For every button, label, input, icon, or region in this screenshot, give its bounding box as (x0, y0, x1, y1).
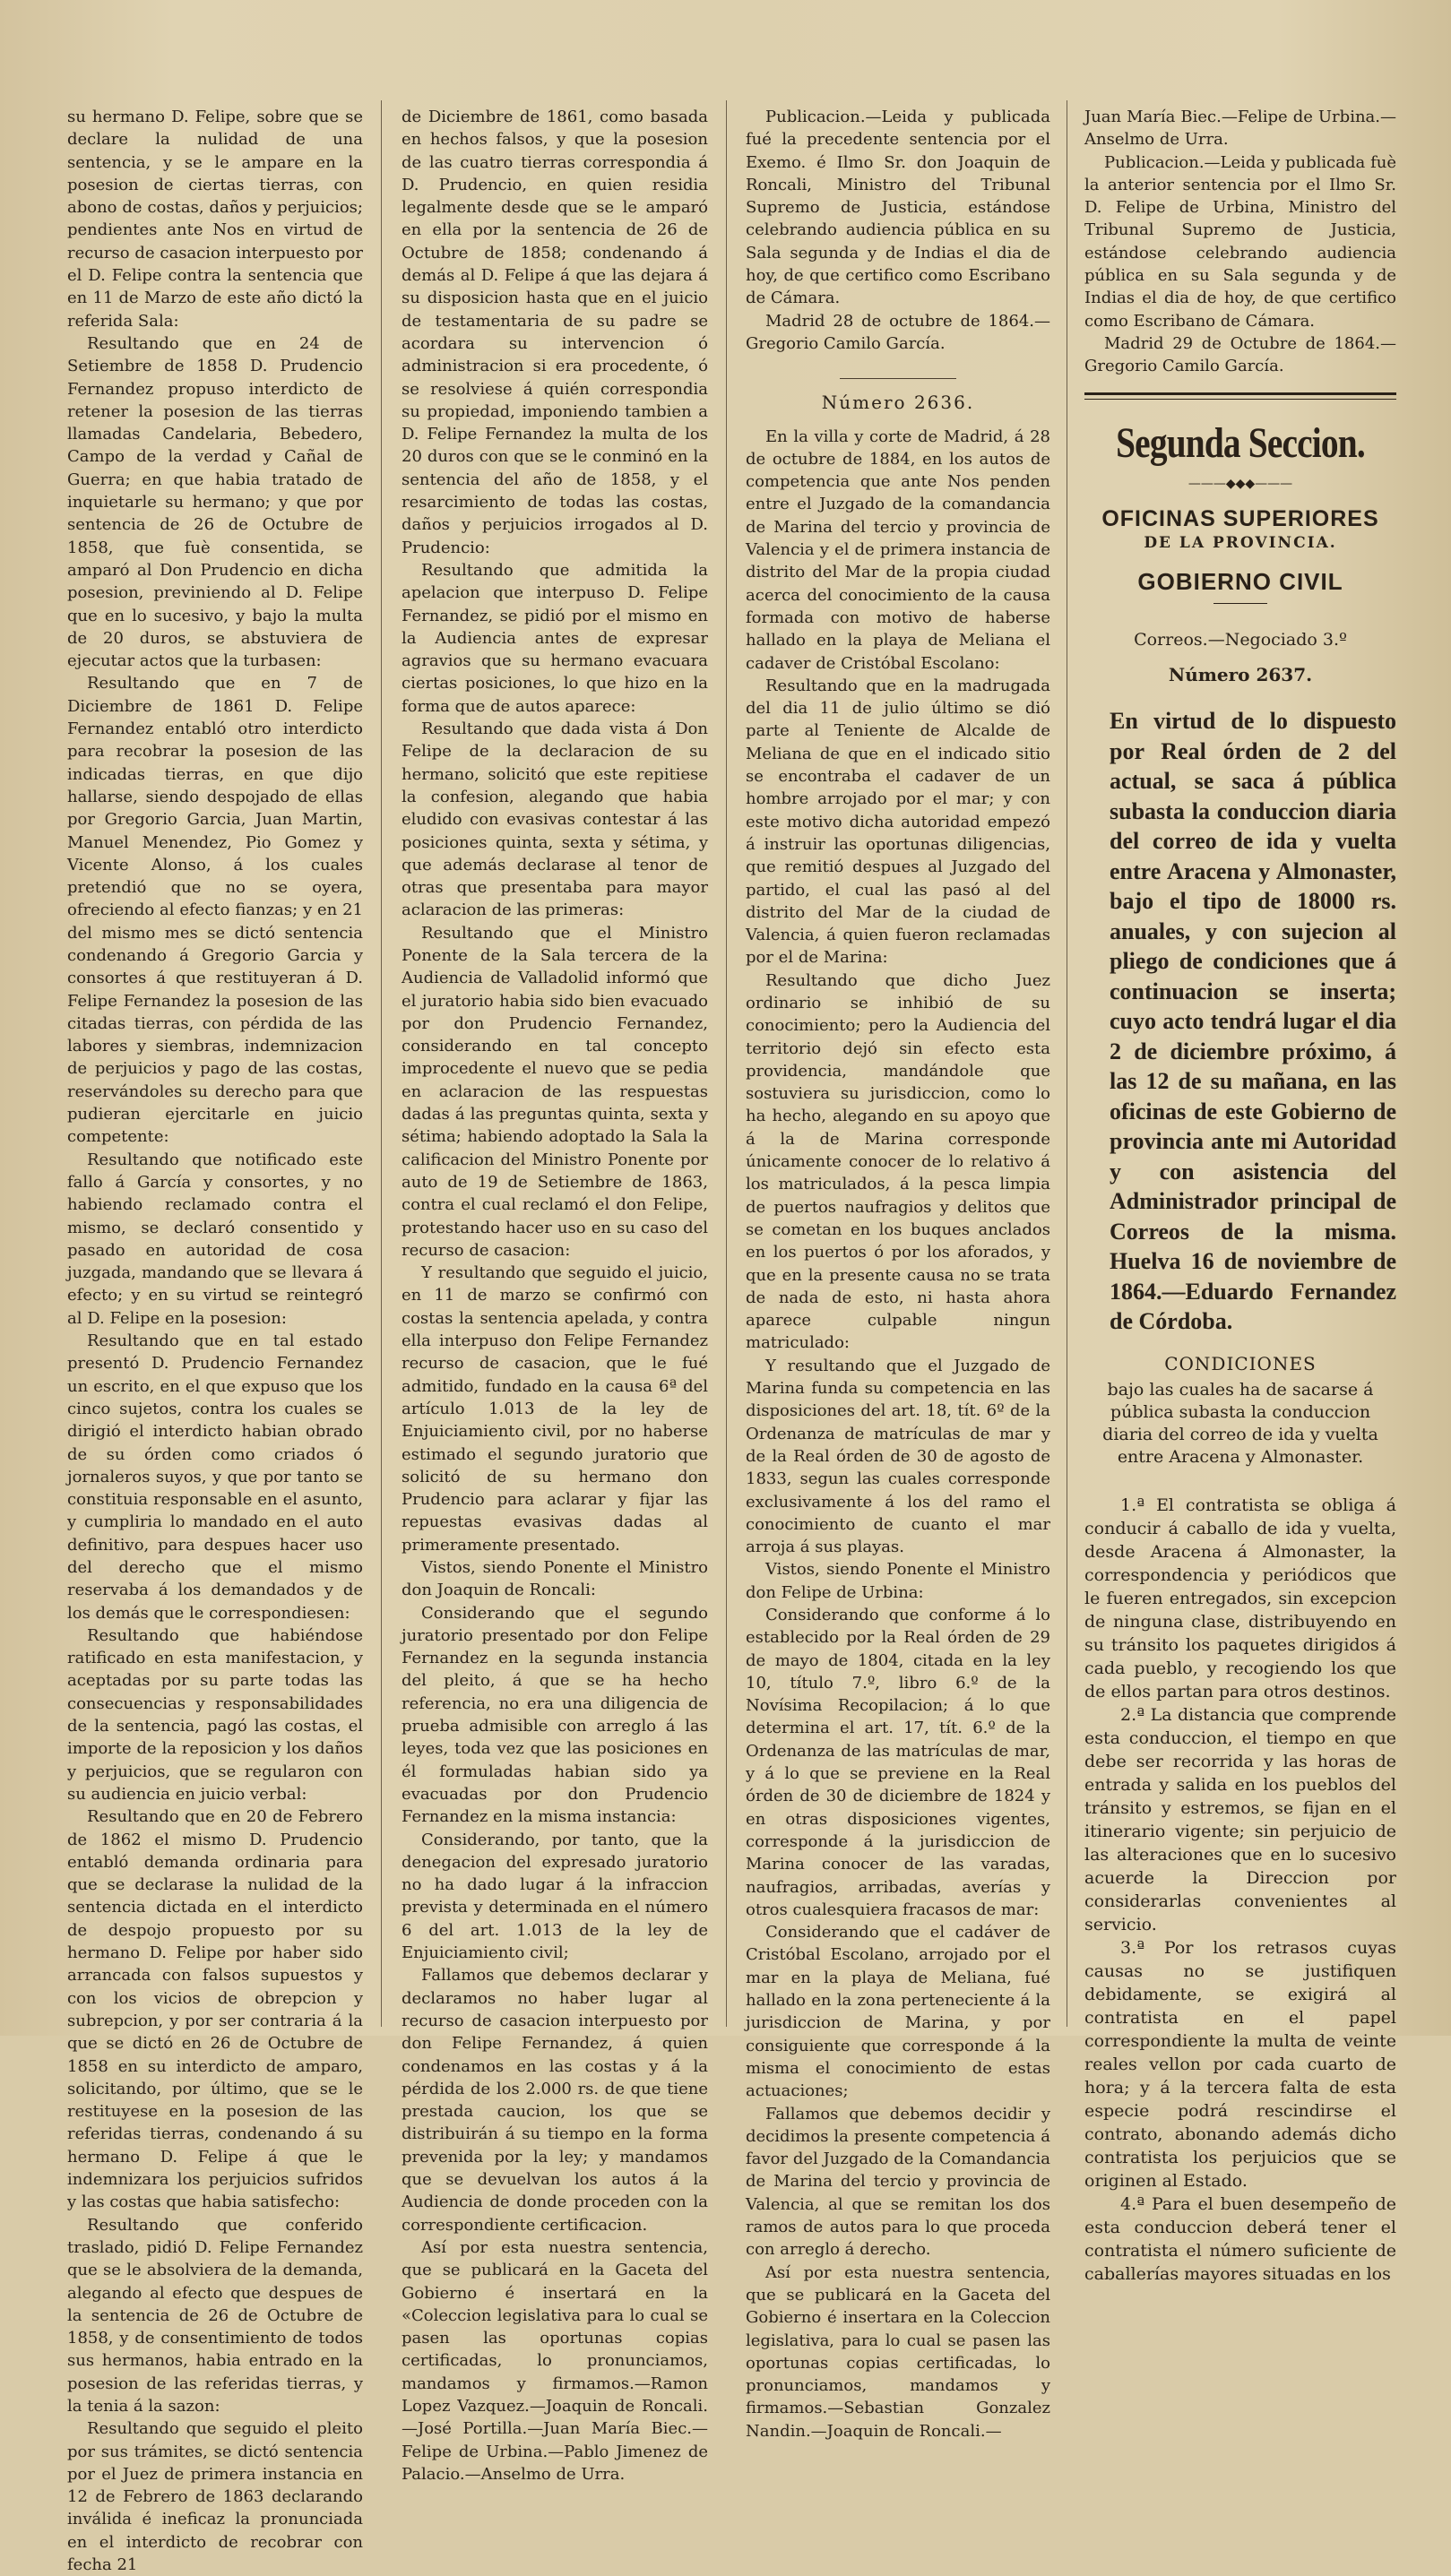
paragraph: Resultando que en tal estado presentó D. Prudencio Fernandez un escrito, en el que expuso que los cinco sujetos, contra los cuales se dirigió el interdicto habian obrado de su órden como criados ó jornaleros suyos, y que por tanto se constituia responsable en el asunto, y cumpliria lo mandado en el auto definitivo, para despues hacer uso del derecho que el mismo reservaba á los demandados y de los demás que le correspondiesen: (67, 1331, 363, 1623)
paragraph: Publicacion.—Leida y publicada fué la precedente sentencia por el Exemo. é Ilmo Sr. don Joaquin de Roncali, Ministro del Tribunal Supremo de Justicia, estándose celebrando audiencia pública en su Sala segunda y de Indias el dia de hoy, de que certifico como Escribano de Cámara. (746, 108, 1050, 308)
short-divider (1213, 603, 1267, 604)
column-4 (1084, 106, 1396, 2285)
paragraph: Resultando que en 20 de Febrero de 1862 el mismo D. Prudencio entabló demanda ordinaria para que se declarase la nulidad de la sentencia dictada en el interdicto de despojo propuesto por su hermano D. Felipe por haber sido arrancada con falsos supuestos y con los vicios de obrepcion y subrepcion, y por ser contraria á la que se dictó en 26 de Octubre de 1858 en su interdicto de amparo, solicitando, por último, que se le restituyese en la posesion de las referidas tierras, condenando á su hermano D. Felipe á que le indemnizara los perjuicios sufridos y las costas que habia satisfecho: (67, 1807, 363, 2212)
ornament-divider: ———◆◆◆——— (1188, 476, 1293, 491)
paragraph: Considerando que el segundo juratorio presentado por don Felipe Fernandez en la segunda instancia del pleito, á que se ha hecho referencia, no era una diligencia de prueba admisible con arreglo á las leyes, toda vez que las posiciones en él formuladas habian sido ya evacuadas por don Prudencio Fernandez en la misma instancia: (402, 1603, 708, 1827)
paragraph: Resultando que habiéndose ratificado en esta manifestacion, y aceptadas por su parte todas las consecuencias y responsabilidades de la sentencia, pagó las costas, el importe de la reposicion y los daños y perjuicios, que se regularon con su audiencia en juicio verbal: (67, 1625, 363, 1804)
condicion-item: 2.ª La distancia que comprende esta conduccion, el tiempo en que debe ser recorrida y las horas de entrada y salida en los pueblos del tránsito y estremos, se fijan en el itinerario vigente; sin perjuicio de las alteraciones que en lo sucesivo acuerde la Direccion por considerarlas convenientes al servicio. (1084, 1705, 1396, 1935)
paragraph: Considerando que conforme á lo establecido por la Real órden de 29 de mayo de 1804, citada en la ley 10, título 7.º, libro 6.º de la Novísima Recopilacion; á lo que determina el art. 17, tít. 6.º de la Ordenanza de las matrículas de mar, y á lo que se previene en la Real órden de 30 de diciembre de 1824 y en otras disposiciones vigentes, corresponde á la jurisdiccion de Marina conocer de las varadas, naufragios, arribadas, averías y otros cualesquiera fracasos de mar: (746, 1606, 1050, 1919)
paragraph: Resultando que en la madrugada del dia 11 de julio último se dió parte al Teniente de Alcalde de Meliana de que en el indicado sitio se encontraba el cadaver de un hombre arrojado por el mar; y con este motivo dicha autoridad empezó á instruir las oportunas diligencias, que remitió despues al Juzgado del partido, el cual las pasó al del distrito del Mar de la ciudad de Valencia, á quien fueron reclamadas por el de Marina: (746, 676, 1050, 968)
condicion-item: 4.ª Para el buen desempeño de esta conduccion deberá tener el contratista el número suficiente de caballerías mayores situadas en los (1084, 2194, 1396, 2285)
condicion-item: 1.ª El contratista se obliga á conducir á caballo de ida y vuelta, desde Aracena á Almonaster, la correspondencia y periódicos que le fueren entregados, sin excepcion de ninguna clase, distribuyendo en su tránsito los paquetes dirigidos á cada pueblo, y recogiendo los que de ellos partan para otros destinos. (1084, 1495, 1396, 1702)
paragraph: de Diciembre de 1861, como basada en hechos falsos, y que la posesion de las cuatro tierras correspondia á D. Prudencio, en quien residia legalmente desde que se le amparó en ella por la sentencia de 26 de Octubre de 1858; condenando á demás al D. Felipe á que las dejara á su disposicion hasta que en el juicio de testamentaria de su padre se acordara su intervencion ó administracion si era procedente, ó se resolviese á quién correspondia su propiedad, imponiendo tambien a D. Felipe Fernandez la multa de los 20 duros con que se le conminó en la sentencia del año de 1858, y el resarcimiento de todas las costas, daños y perjuicios irrogados al D. Prudencio: (402, 108, 708, 557)
numero-heading: Número 2637. (1168, 664, 1313, 686)
paragraph: Resultando que conferido traslado, pidió D. Felipe Fernandez que se le absolviera de la demanda, alegando al efecto que despues de la sentencia de 26 de Octubre de 1858, y de consentimiento de todos sus hermanos, habia entrado en la posesion de las referidas tierras, y la tenia á la sazon: (67, 2215, 363, 2416)
paragraph: Juan María Biec.—Felipe de Urbina.—Anselmo de Urra. (1084, 108, 1396, 150)
column-2 (402, 106, 708, 2484)
correos-line: Correos.—Negociado 3.º (1134, 629, 1347, 650)
paragraph: Vistos, siendo Ponente el Ministro don Felipe de Urbina: (746, 1560, 1050, 1602)
paragraph: su hermano D. Felipe, sobre que se declare la nulidad de una sentencia, y se le ampare en la posesion de ciertas tierras, con abono de costas, daños y perjuicios; pendientes ante Nos en virtud de recurso de casacion interpuesto por el D. Felipe contra la sentencia que en 11 de Marzo de este año dictó la referida Sala: (67, 108, 363, 331)
paragraph: Así por esta nuestra sentencia, que se publicará en la Gaceta del Gobierno é insertara en la Coleccion legislativa, para lo cual se pasen las oportunas copias certificadas, lo pronunciamos, mandamos y firmamos.—Sebastian Gonzalez Nandin.—Joaquin de Roncali.— (746, 2262, 1050, 2441)
paragraph: Resultando que en 24 de Setiembre de 1858 D. Prudencio Fernandez propuso interdicto de retener la posesion de las tierras llamadas Candelaria, Bebedero, Campo de la verdad y Cañal de Guerra; en que habia tratado de inquietarle su hermano; y que por sentencia de 26 de Octubre de 1858, que fuè consentida, se amparó al Don Prudencio en dicha posesion, previniendo al D. Felipe que en lo sucesivo, y bajo la multa de 20 duros, se abstuviera de ejecutar actos que la turbasen: (67, 333, 363, 671)
column-3 (746, 106, 1050, 2441)
paragraph: Resultando que seguido el pleito por sus trámites, se dictó sentencia por el Juez de primera instancia en 12 de Febrero de 1863 declarando inválida é ineficaz la pronunciada en el interdicto de recobrar con fecha 21 (67, 2419, 363, 2575)
condiciones-title: CONDICIONES (1164, 1352, 1317, 1374)
paragraph: Y resultando que el Juzgado de Marina funda su competencia en las disposiciones del art. 18, tít. 6º de la Ordenanza de matrículas de mar y de la Real órden de 30 de agosto de 1833, segun las cuales corresponde exclusivamente á los del ramo el conocimiento de cuanto el mar arroja á sus playas. (746, 1356, 1050, 1557)
paragraph: Vistos, siendo Ponente el Ministro don Joaquin de Roncali: (402, 1558, 708, 1600)
paragraph: Fallamos que debemos declarar y declaramos no haber lugar al recurso de casacion interpuesto por don Felipe Fernandez, á quien condenamos en las costas y á la pérdida de los 2.000 rs. de que tiene prestada caucion, los que se distribuirán á su tiempo en la forma prevenida por la ley; y mandamos que se devuelvan los autos á la Audiencia de donde proceden con la correspondiente certificacion. (402, 1966, 708, 2235)
paragraph: En la villa y corte de Madrid, á 28 de octubre de 1884, en los autos de competencia que ante Nos penden entre el Juzgado de la comandancia de Marina del tercio y provincia de Valencia y el de primera instancia de distrito del Mar de la propia ciudad acerca del conocimiento de la causa formada con motivo de haberse hallado en la playa de Meliana el cadaver de Cristóbal Escolano: (746, 426, 1050, 673)
provincia-title: DE LA PROVINCIA. (1144, 534, 1337, 553)
column-1 (67, 106, 363, 2575)
condicion-item: 3.ª Por los retrasos cuyas causas no se justifiquen debidamente, se exigirá al contratista en el papel correspondiente la multa de veinte reales vellon por cada cuarto de hora; y á la tercera falta de esta especie podrá rescindirse el contrato, abonando además dicho contratista los perjuicios que se originen al Estado. (1084, 1938, 1396, 2192)
gobierno-title: GOBIERNO CIVIL (1137, 568, 1343, 596)
announcement: En virtud de lo dispuesto por Real órden de 2 del actual, se saca á pública subasta la conduccion diaria del correo de ida y vuelta entre Aracena y Almonaster, bajo el tipo de 18000 rs. anuales, y con sujecion al pliego de condiciones que á continuacion se inserta; cuyo acto tendrá lugar el dia 2 de diciembre próximo, á las 12 de su mañana, en las oficinas de este Gobierno de provincia ante mi Autoridad y con asistencia del Administrador principal de Correos de la misma. Huelva 16 de noviembre de 1864.—Eduardo Fernandez de Córdoba. (1110, 708, 1396, 1335)
column-divider (381, 100, 382, 2027)
paragraph: Fallamos que debemos decidir y decidimos la presente competencia á favor del Juzgado de la Comandancia de Marina del tercio y provincia de Valencia, al que se remitan los dos ramos de autos para lo que proceda con arreglo á derecho. (746, 2104, 1050, 2260)
paragraph: Así por esta nuestra sentencia, que se publicará en la Gaceta del Gobierno é insertará en la «Coleccion legislativa para lo cual se pasen las oportunas copias certificadas, lo pronunciamos, mandamos y firmamos.—Ramon Lopez Vazquez.—Joaquin de Roncali.—José Portilla.—Juan María Biec.—Felipe de Urbina.—Pablo Jimenez de Palacio.—Anselmo de Urra. (402, 2237, 708, 2484)
section-rule (1084, 392, 1396, 395)
paragraph: Resultando que admitida la apelacion que interpuso D. Felipe Fernandez, se pidió por el mismo en la Audiencia antes de expresar agravios que su hermano evacuara ciertas posiciones, lo que hizo en la forma que de autos aparece: (402, 560, 708, 716)
paragraph: Y resultando que seguido el juicio, en 11 de marzo se confirmó con costas la sentencia apelada, y contra ella interpuso don Felipe Fernandez recurso de casacion, que le fué admitido, fundado en la causa 6ª del artículo 1.013 de la ley de Enjuiciamiento civil, por no haberse estimado el segundo juratorio que solicitó de su hermano don Prudencio para aclarar y fijar las repuestas evasivas dadas al primeramente presentado. (402, 1263, 708, 1555)
numero-heading: Número 2636. (821, 392, 975, 414)
paragraph: Considerando que el cadáver de Cristóbal Escolano, arrojado por el mar en la playa de Meliana, fué hallado en la zona perteneciente á la jurisdiccion de Marina, y por consiguiente que corresponde á la misma el conocimiento de estas actuaciones; (746, 1923, 1050, 2101)
paragraph: Madrid 29 de Octubre de 1864.—Gregorio Camilo García. (1084, 333, 1396, 376)
paragraph: Publicacion.—Leida y publicada fuè la anterior sentencia por el Ilmo Sr. D. Felipe de Urbina, Ministro del Tribunal Supremo de Justicia, estándose celebrando audiencia pública en su Sala segunda y de Indias el dia de hoy, de que certifico como Escribano de Cámara. (1084, 152, 1396, 331)
paragraph: Considerando, por tanto, que la denegacion del expresado juratorio no ha dado lugar á la infraccion prevista y determinada en el número 6 del art. 1.013 de la ley de Enjuiciamiento civil; (402, 1830, 708, 1963)
section-title: Segunda Seccion. (1116, 418, 1365, 467)
paragraph: Resultando que el Ministro Ponente de la Sala tercera de la Audiencia de Valladolid informó que el juratorio habia sido bien evacuado por don Prudencio Fernandez, considerando en tal concepto improcedente el nuevo que se pedia en aclaracion de las respuestas dadas á las preguntas quinta, sexta y sétima; habiendo adoptado la Sala la calificacion del Ministro Ponente por auto de 19 de Setiembre de 1863, contra el cual reclamó el don Felipe, protestando hacer uso en su caso del recurso de casacion: (402, 923, 708, 1260)
paragraph: Madrid 28 de octubre de 1864.—Gregorio Camilo García. (746, 311, 1050, 353)
condiciones-list (1084, 1494, 1396, 2286)
paragraph: Resultando que dada vista á Don Felipe de la declaracion de su hermano, solicitó que este repitiese la confesion, alegando que habia eludido con evasivas contestar á las posiciones quinta, sexta y sétima, y que además declarase al tenor de otras que presentaba para mayor aclaracion de las primeras: (402, 719, 708, 920)
section-rule (840, 378, 956, 379)
condiciones-subtitle: bajo las cuales ha de sacarse á pública subasta la conduccion diaria del correo de ida y vuelta entre Aracena y Almonaster. (1102, 1380, 1378, 1468)
paragraph: Resultando que en 7 de Diciembre de 1861 D. Felipe Fernandez entabló otro interdicto para recobrar la posesion de las indicadas tierras, en que dijo hallarse, siendo despojado de ellas por Gregorio Garcia, Juan Martin, Manuel Menendez, Pio Gomez y Vicente Alonso, á los cuales pretendió que no se oyera, ofreciendo al efecto fianzas; y en 21 del mismo mes se dictó sentencia condenando á Gregorio Garcia y consortes á que restituyeran á D. Felipe Fernandez la posesion de las citadas tierras, con pérdida de las labores y siembras, indemnizacion de perjuicios y pago de las costas, reservándoles su derecho para que pudieran ejercitarle en juicio competente: (67, 674, 363, 1147)
column-divider (726, 100, 727, 2027)
paragraph: Resultando que notificado este fallo á García y consortes, y no habiendo reclamado contra el mismo, se declaró consentido y pasado en autoridad de cosa juzgada, mandando que se llevara á efecto; y en su virtud se reintegró al D. Felipe en la posesion: (67, 1150, 363, 1328)
oficinas-title: OFICINAS SUPERIORES (1101, 505, 1379, 531)
paragraph: Resultando que dicho Juez ordinario se inhibió de su conocimiento; pero la Audiencia del territorio dejó sin efecto esta providencia, mandándole que sostuviera su jurisdiccion, como lo ha hecho, alegando en su apoyo que á la de Marina corresponde únicamente conocer de lo relativo á los matriculados, á la pesca limpia de puertos naufragios y delitos que se cometan en los buques anclados en los puertos ó por los aforados, y que en la presente causa no se trata de nada de esto, ni hasta ahora aparece culpable ningun matriculado: (746, 970, 1050, 1353)
section-rule (1084, 399, 1396, 400)
